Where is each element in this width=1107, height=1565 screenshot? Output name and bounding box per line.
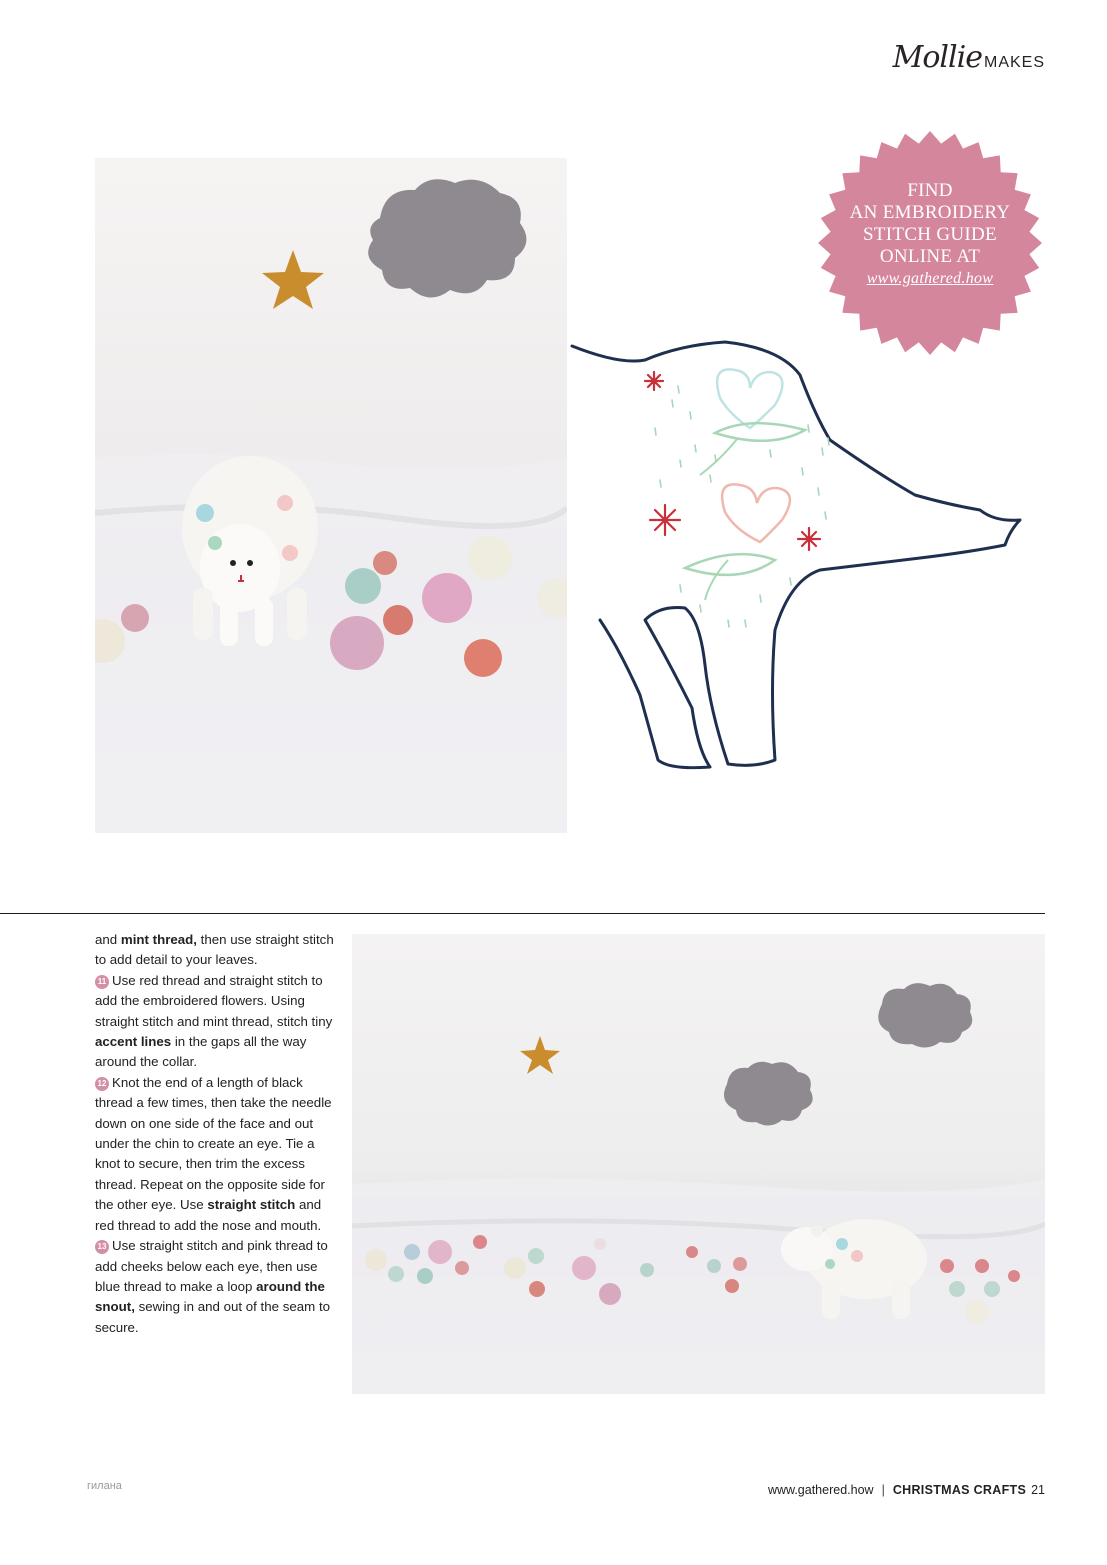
page-footer bbox=[768, 1483, 1045, 1497]
text-run: and red thread to add the nose and mouth. bbox=[95, 1197, 322, 1233]
text-run: and bbox=[95, 932, 121, 947]
photo-bear-top bbox=[95, 158, 567, 833]
brand-script: Mollie bbox=[892, 40, 982, 75]
embroidery-diagram bbox=[560, 320, 1060, 790]
badge-line-4: ONLINE AT bbox=[879, 246, 981, 267]
badge-text bbox=[815, 180, 1045, 290]
text-run: Use straight stitch and pink thread to add cheeks below each eye, then use blue thread to make a loop bbox=[95, 1238, 328, 1294]
section-divider bbox=[0, 913, 1045, 914]
bold-run: mint thread, bbox=[120, 932, 197, 947]
watermark-text: гилана bbox=[87, 1480, 122, 1492]
badge-line-3: STITCH GUIDE bbox=[863, 224, 997, 245]
brand-word: MAKES bbox=[983, 54, 1045, 71]
text-run: Use red thread and straight stitch to add the embroidered flowers. Using straight stitch and mint thread, stitch tiny bbox=[95, 972, 333, 1029]
stitch-guide-badge bbox=[815, 128, 1045, 358]
photo-bear-bottom bbox=[352, 934, 1045, 1394]
page-number: 21 bbox=[1031, 1483, 1045, 1497]
text-run: in the gaps all the way around the collar. bbox=[95, 1034, 307, 1070]
badge-line-2: AN EMBROIDERY bbox=[849, 202, 1011, 223]
footer-url-link[interactable]: www.gathered.how bbox=[767, 1483, 874, 1497]
badge-url-link[interactable]: www.gathered.how bbox=[866, 270, 994, 287]
brand-logo bbox=[893, 40, 1045, 75]
badge-line-1: FIND bbox=[907, 180, 953, 201]
bold-run: straight stitch bbox=[207, 1197, 296, 1213]
footer-separator: | bbox=[881, 1483, 885, 1497]
step-number-11: 11 bbox=[95, 975, 109, 989]
footer-section-title: CHRISTMAS CRAFTS bbox=[892, 1483, 1027, 1497]
bold-run: accent lines bbox=[95, 1034, 172, 1050]
instructions-text bbox=[95, 930, 335, 1338]
text-run: Knot the end of a length of black thread a few times, then take the needle down on one side of the face and out under the chin to create an eye. Tie a knot to secure, then trim the excess thread. Repeat on the opposite side for the other eye. Use bbox=[95, 1074, 332, 1213]
bold-run: around the snout, bbox=[95, 1278, 325, 1315]
text-run: sewing in and out of the seam to secure. bbox=[95, 1299, 331, 1335]
step-number-12: 12 bbox=[95, 1077, 109, 1091]
step-number-13: 13 bbox=[95, 1240, 109, 1254]
text-run: then use straight stitch to add detail to your leaves. bbox=[95, 932, 334, 968]
